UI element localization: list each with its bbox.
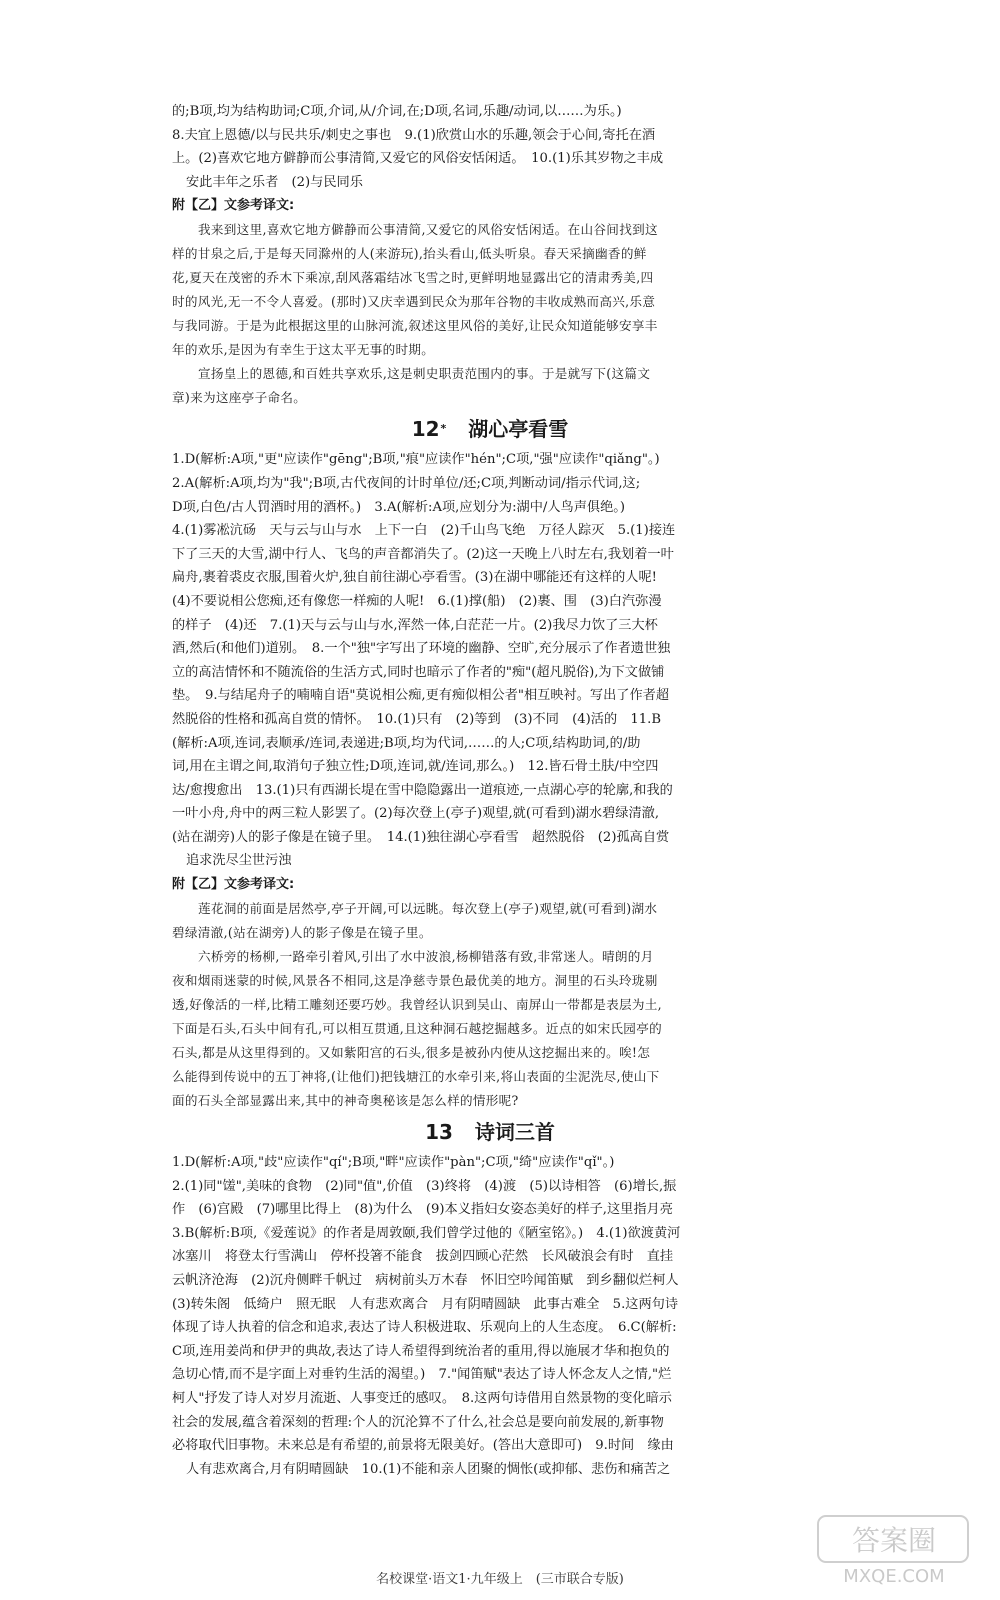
- text-line: (4)不要说相公您痴,还有像您一样痴的人呢! 6.(1)撑(船) (2)裹、围 (3)白汽弥漫: [172, 593, 662, 609]
- section-name: 诗词三首: [474, 1120, 555, 1145]
- text-line: 莲花洞的前面是居然亭,亭子开阔,可以远眺。每次登上(亭子)观望,就(可看到)湖水: [198, 901, 658, 917]
- answer-block-13: [172, 1151, 808, 1481]
- text-line: 我来到这里,喜欢它地方僻静而公事清简,又爱它的风俗安恬闲适。在山谷间找到这: [198, 222, 658, 238]
- text-line: 下了三天的大雪,湖中行人、飞鸟的声音都消失了。(2)这一天晚上八时左右,我划着一叶: [172, 546, 674, 562]
- svg-text:MXQE.COM: MXQE.COM: [843, 1566, 945, 1587]
- text-line: 样的甘泉之后,于是每天同滁州的人(来游玩),抬头看山,低头听泉。春天采摘幽香的鲜: [172, 246, 647, 262]
- answer-page: [172, 100, 808, 1481]
- text-line: (站在湖旁)人的影子像是在镜子里。 14.(1)独往湖心亭看雪 超然脱俗 (2)孤高自赏: [172, 829, 670, 845]
- text-line: 下面是石头,石头中间有孔,可以相互贯通,且这种洞石越挖掘越多。近点的如宋氏园亭的: [172, 1021, 662, 1037]
- section-name: 湖心亭看雪: [468, 417, 569, 442]
- text-line: 面的石头全部显露出来,其中的神奇奥秘该是怎么样的情形呢?: [172, 1093, 519, 1109]
- text-line: C项,连用姜尚和伊尹的典故,表达了诗人希望得到统治者的重用,得以施展才华和抱负的: [172, 1343, 670, 1359]
- text-line: 1.D(解析:A项,"歧"应读作"qí";B项,"畔"应读作"pàn";C项,"绮"应读作"qǐ"。): [172, 1155, 615, 1171]
- text-line: D项,白色/古人罚酒时用的酒杯。) 3.A(解析:A项,应划分为:湖中/人鸟声俱绝。): [172, 499, 626, 515]
- text-line: 达/愈搜愈出 13.(1)只有西湖长堤在雪中隐隐露出一道痕迹,一点湖心亭的轮廓,和我的: [172, 782, 673, 798]
- optional-mark: *: [440, 422, 447, 436]
- text-line: 扁舟,裹着裘皮衣服,围着火炉,独自前往湖心亭看雪。(3)在湖中哪能还有这样的人呢!: [172, 570, 657, 586]
- text-line: 石头,都是从这里得到的。又如紫阳宫的石头,很多是被孙内使从这挖掘出来的。唉!怎: [172, 1045, 651, 1061]
- text-line: 章)来为这座亭子命名。: [172, 390, 307, 406]
- text-line: 么能得到传说中的五丁神将,(让他们)把钱塘江的水牵引来,将山表面的尘泥洗尽,使山下: [172, 1069, 660, 1085]
- text-line: 上。(2)喜欢它地方僻静而公事清简,又爱它的风俗安恬闲适。 10.(1)乐其岁物之丰成: [172, 151, 664, 167]
- text-line: 夜和烟雨迷蒙的时候,风景各不相同,这是净慈寺景色最优美的地方。洞里的石头玲珑剔: [172, 973, 658, 989]
- text-line: 然脱俗的性格和孤高自赏的情怀。 10.(1)只有 (2)等到 (3)不同 (4)活的 11.B: [172, 711, 662, 727]
- text-line: 六桥旁的杨柳,一路牵引着风,引出了水中波浪,杨柳错落有致,非常迷人。晴朗的月: [198, 949, 654, 965]
- text-line: 体现了诗人执着的信念和追求,表达了诗人积极进取、乐观向上的人生态度。 6.C(解析:: [172, 1320, 677, 1336]
- text-line: 垫。 9.与结尾舟子的喃喃自语"莫说相公痴,更有痴似相公者"相互映衬。写出了作者超: [172, 688, 670, 704]
- text-line: 碧绿清澈,(站在湖旁)人的影子像是在镜子里。: [172, 925, 432, 941]
- text-line: 2.(1)同"馐",美味的食物 (2)同"值",价值 (3)终将 (4)渡 (5)以诗相答 (6)增长,振: [172, 1178, 677, 1194]
- text-line: 3.B(解析:B项,《爱莲说》的作者是周敦颐,我们曾学过他的《陋室铭》。) 4.(1)欲渡黄河: [172, 1225, 681, 1241]
- section-title-13: [172, 1115, 808, 1149]
- text-line: 时的风光,无一不令人喜爱。(那时)又庆幸遇到民众为那年谷物的丰收成熟而高兴,乐意: [172, 294, 656, 310]
- text-line: 词,用在主谓之间,取消句子独立性;D项,连词,就/连词,那么。) 12.皆石骨土肤/中空四: [172, 759, 659, 775]
- text-line: 与我同游。于是为此根据这里的山脉河流,叙述这里风俗的美好,让民众知道能够安享丰: [172, 318, 658, 334]
- translation-block-2: [172, 897, 808, 1113]
- watermark-logo: [814, 1510, 974, 1590]
- text-line: 的样子 (4)还 7.(1)天与云与山与水,浑然一体,白茫茫一片。(2)我尽力饮了三大杯: [172, 617, 658, 633]
- text-line: 2.A(解析:A项,均为"我";B项,古代夜间的计时单位/还;C项,判断动词/指示代词,这;: [172, 475, 641, 491]
- section-title-12: [172, 412, 808, 446]
- text-line: 8.夫宜上恩德/以与民共乐/刺史之事也 9.(1)欣赏山水的乐趣,领会于心间,寄托在酒: [172, 127, 656, 143]
- text-line: 的;B项,均为结构助词;C项,介词,从/介词,在;D项,名词,乐趣/动词,以……为乐。): [172, 104, 622, 119]
- text-line: 柯人"抒发了诗人对岁月流逝、人事变迁的感叹。 8.这两句诗借用自然景物的变化暗示: [172, 1391, 672, 1406]
- text-line: 社会的发展,蕴含着深刻的哲理:个人的沉沦算不了什么,社会总是要向前发展的,新事物: [172, 1414, 664, 1430]
- text-line: 必将取代旧事物。未来总是有希望的,前景将无限美好。(答出大意即可) 9.时间 缘由: [172, 1438, 674, 1454]
- page-footer: 名校课堂·语文1·九年级上 (三市联合专版): [376, 1572, 624, 1587]
- text-line: 年的欢乐,是因为有幸生于这太平无事的时期。: [172, 342, 435, 358]
- text-line: 人有悲欢离合,月有阴晴圆缺 10.(1)不能和亲人团聚的惆怅(或抑郁、悲伤和痛苦之: [186, 1461, 671, 1477]
- text-line: 酒,然后(和他们)道别。 8.一个"独"字写出了环境的幽静、空旷,充分展示了作者遗世独: [172, 641, 671, 657]
- text-line: 冰塞川 将登太行雪满山 停杯投箸不能食 拔剑四顾心茫然 长风破浪会有时 直挂: [172, 1249, 674, 1265]
- text-line: 云帆济沧海 (2)沉舟侧畔千帆过 病树前头万木春 怀旧空吟闻笛赋 到乡翻似烂柯人: [172, 1273, 679, 1289]
- text-line: 宣扬皇上的恩德,和百姓共享欢乐,这是刺史职责范围内的事。于是就写下(这篇文: [198, 366, 651, 382]
- text-line: 立的高洁情怀和不随流俗的生活方式,同时也暗示了作者的"痴"(超凡脱俗),为下文做铺: [172, 664, 665, 680]
- text-line: 作 (6)宫殿 (7)哪里比得上 (8)为什么 (9)本义指妇女姿态美好的样子,这里指月亮: [172, 1202, 673, 1218]
- section-number: 13: [425, 1120, 453, 1145]
- answer-block-12: [172, 448, 808, 873]
- svg-text:答案圈: 答案圈: [851, 1524, 937, 1557]
- answer-block-11-continued: [172, 100, 808, 194]
- text-line: 1.D(解析:A项,"更"应读作"gēng";B项,"痕"应读作"hén";C项,"强"应读作"qiǎng"。): [172, 452, 660, 468]
- text-line: (解析:A项,连词,表顺承/连词,表递进;B项,均为代词,……的人;C项,结构助词,的/助: [172, 735, 641, 751]
- text-line: 透,好像活的一样,比精工雕刻还要巧妙。我曾经认识到吴山、南屏山一带都是表层为土,: [172, 997, 662, 1013]
- section-number: 12: [411, 417, 440, 442]
- text-line: 花,夏天在茂密的乔木下乘凉,刮风落霜结冰飞雪之时,更鲜明地显露出它的清肃秀美,四: [172, 270, 654, 286]
- translation-block-1: [172, 218, 808, 410]
- text-line: 4.(1)雾凇沆砀 天与云与山与水 上下一白 (2)千山鸟飞绝 万径人踪灭 5.(1)接连: [172, 523, 676, 539]
- text-line: 安此丰年之乐者 (2)与民同乐: [186, 174, 363, 190]
- text-line: 追求洗尽尘世污浊: [186, 853, 292, 869]
- appendix-label: 附【乙】文参考译文:: [172, 198, 295, 214]
- text-line: (3)转朱阁 低绮户 照无眠 人有悲欢离合 月有阴晴圆缺 此事古难全 5.这两句诗: [172, 1296, 679, 1312]
- appendix-label: 附【乙】文参考译文:: [172, 877, 295, 893]
- text-line: 急切心情,而不是字面上对垂钓生活的渴望。) 7."闻笛赋"表达了诗人怀念友人之情,"烂: [172, 1367, 672, 1383]
- text-line: 一叶小舟,舟中的两三粒人影罢了。(2)每次登上(亭子)观望,就(可看到)湖水碧绿清澈,: [172, 806, 660, 822]
